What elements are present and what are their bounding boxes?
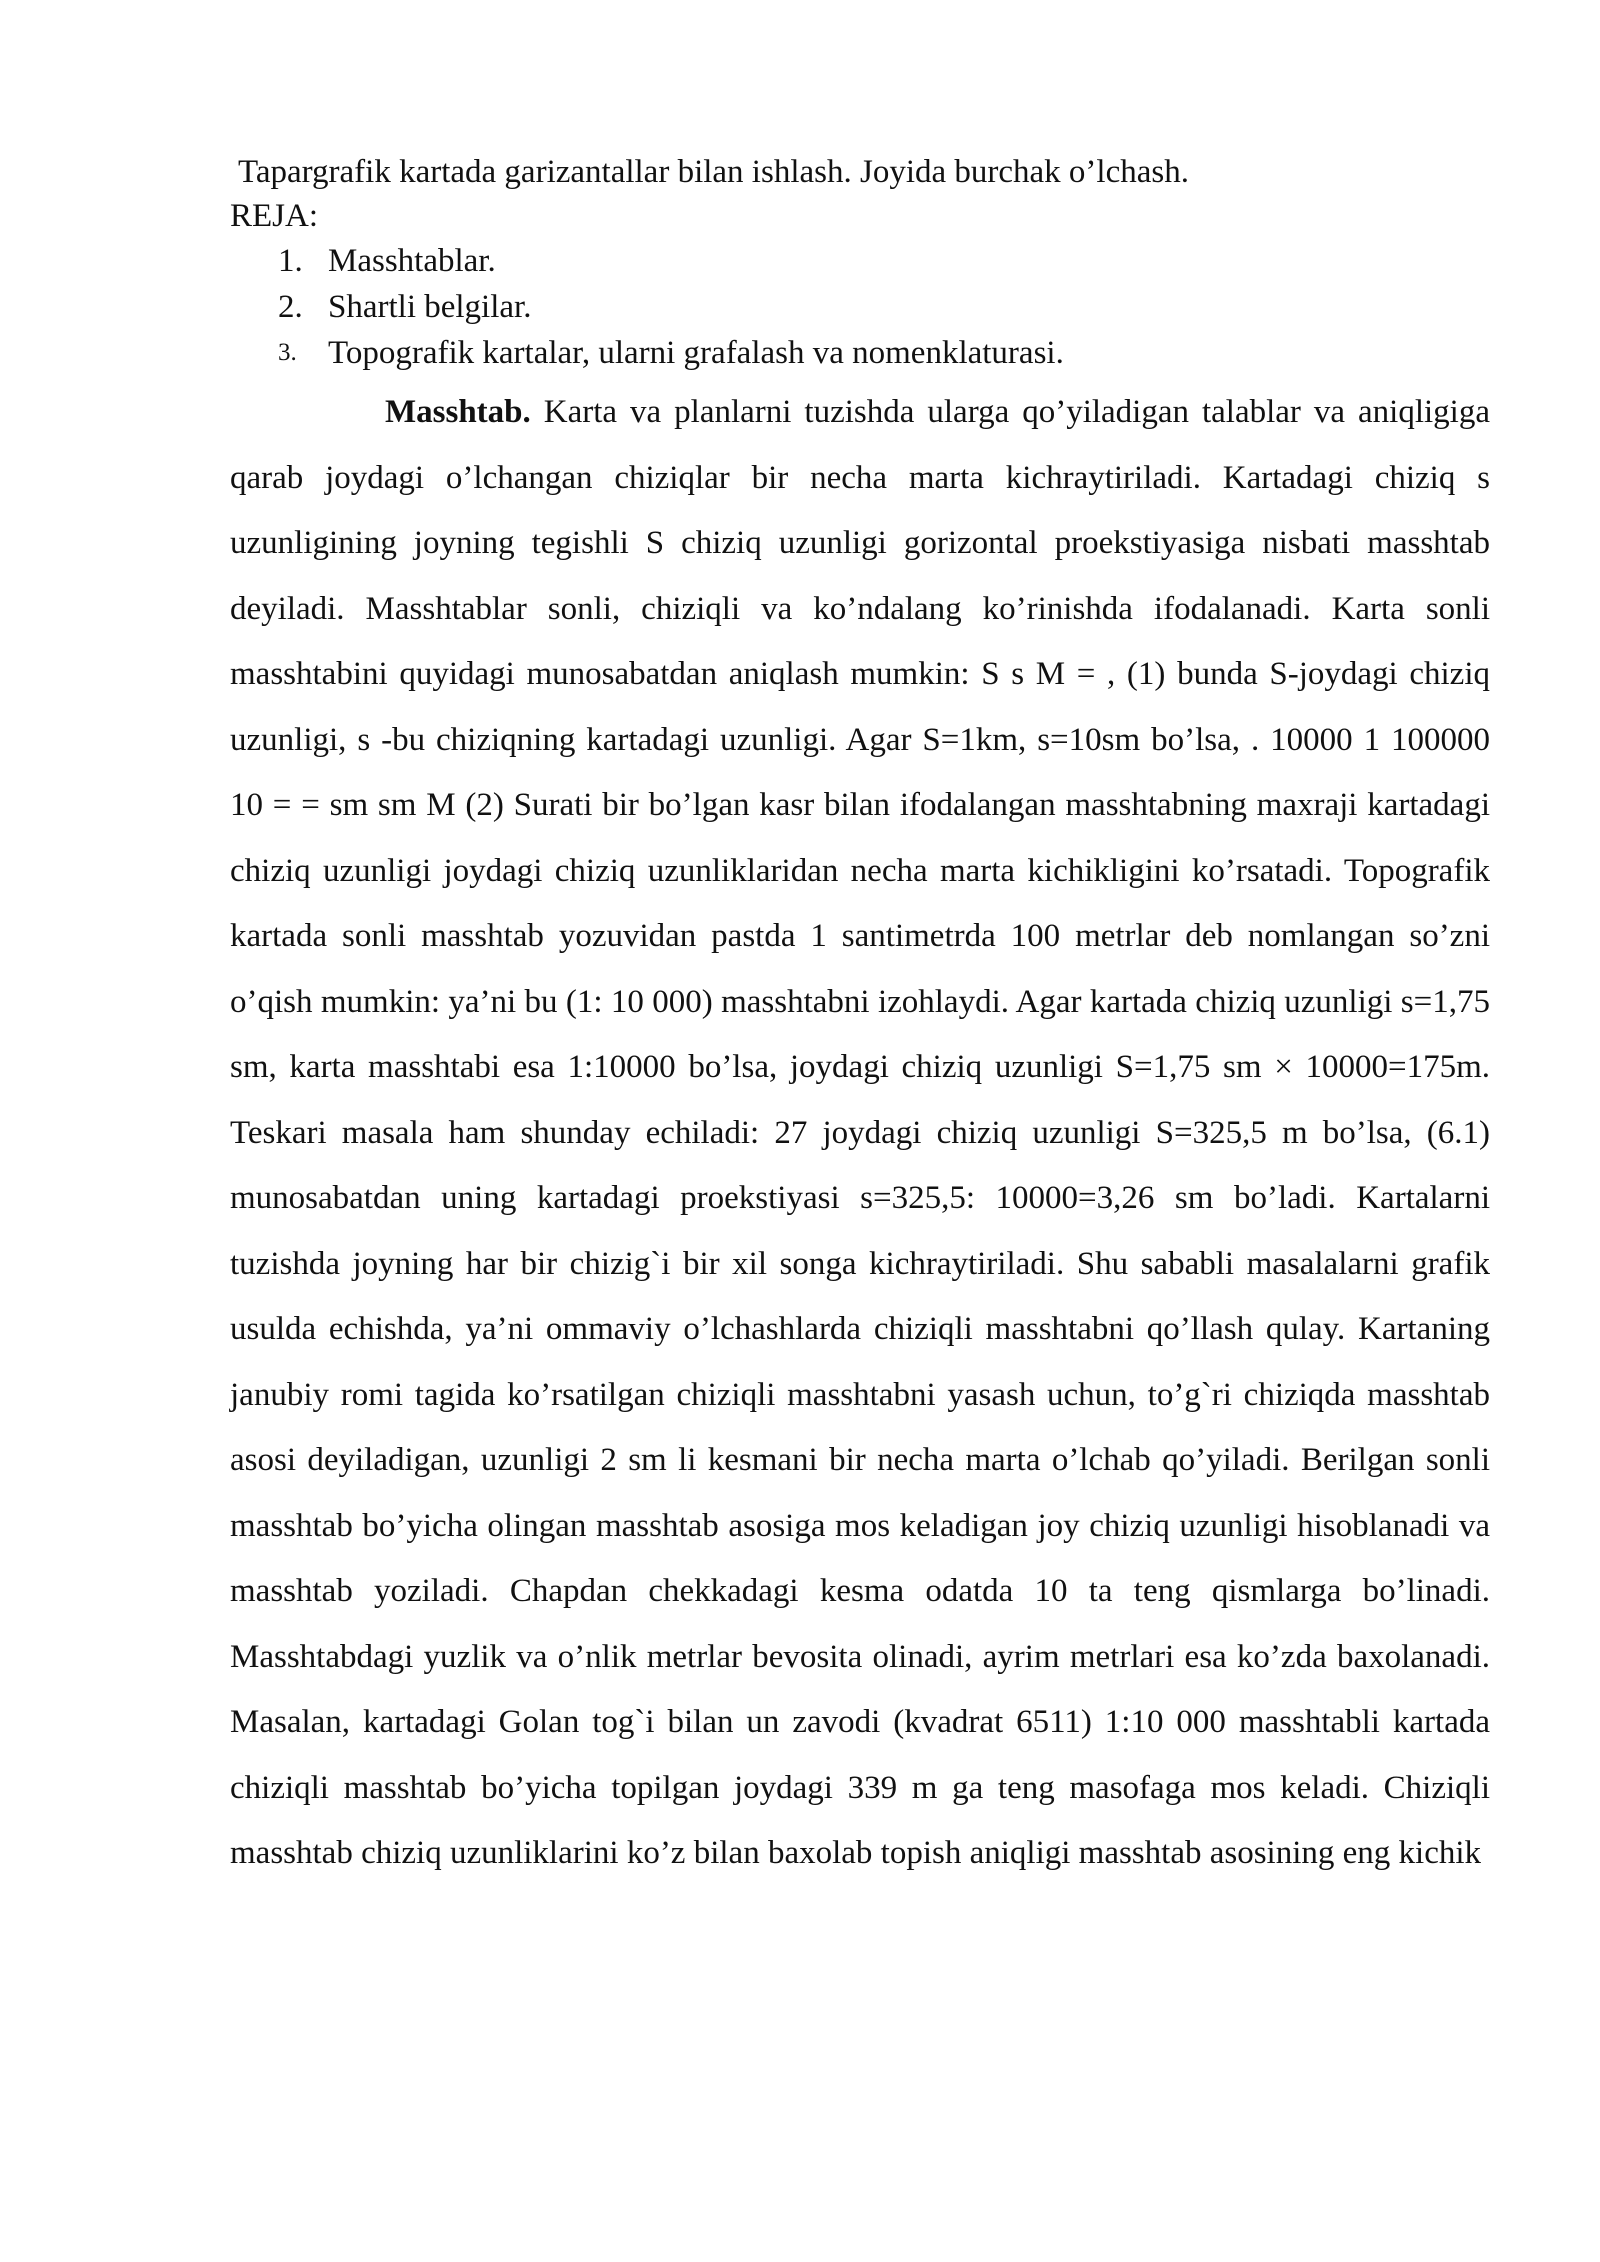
plan-item-text: Shartli belgilar. <box>328 289 532 325</box>
plan-item <box>230 238 1490 284</box>
document-page <box>230 150 1490 1887</box>
plan-item-text: Topografik kartalar, ularni grafalash va nomenklaturasi. <box>328 335 1064 371</box>
plan-item <box>230 330 1490 376</box>
plan-item-text: Masshtablar. <box>328 243 496 279</box>
document-title: Tapargrafik kartada garizantallar bilan ishlash. Joyida burchak o’lchash. <box>238 154 1189 190</box>
plan-item-number: 2. <box>278 289 303 325</box>
section-paragraph <box>230 380 1490 1887</box>
plan-item-number: 1. <box>278 243 303 279</box>
section-body: Karta va planlarni tuzishda ularga qo’yiladigan talablar va aniqligiga qarab joydagi o’lchangan chiziqlar bir necha marta kichraytiriladi. Kartadagi chiziq s uzunligining joyning tegishli S chiziq uzunligi gorizontal proekstiyasiga nisbati masshtab deyiladi. Masshtablar sonli, chiziqli va ko’ndalang ko’rinishda ifodalanadi. Karta sonli masshtabini quyidagi munosabatdan aniqlash mumkin: S s M = , (1) bunda S-joydagi chiziq uzunligi, s -bu chiziqning kartadagi uzunligi. Agar S=1km, s=10sm bo’lsa, . 10000 1 100000 10 = = sm sm M (2) Surati bir bo’lgan kasr bilan ifodalangan masshtabning maxraji kartadagi chiziq uzunligi joydagi chiziq uzunliklaridan necha marta kichikligini ko’rsatadi. Topografik kartada sonli masshtab yozuvidan pastda 1 santimetrda 100 metrlar deb nomlangan so’zni o’qish mumkin: ya’ni bu (1: 10 000) masshtabni izohlaydi. Agar kartada chiziq uzunligi s=1,75 sm, karta masshtabi esa 1:10000 bo’lsa, joydagi chiziq uzunligi S=1,75 sm × 10000=175m. Teskari masala ham shunday echiladi: 27 joydagi chiziq uzunligi S=325,5 m bo’lsa, (6.1) munosabatdan uning kartadagi proekstiyasi s=325,5: 10000=3,26 sm bo’ladi. Kartalarni tuzishda joyning har bir chizig`i bir xil songa kichraytiriladi. Shu sababli masalalarni grafik usulda echishda, ya’ni ommaviy o’lchashlarda chiziqli masshtabni qo’llash qulay. Kartaning janubiy romi tagida ko’rsatilgan chiziqli masshtabni yasash uchun, to’g`ri chiziqda masshtab asosi deyiladigan, uzunligi 2 sm li kesmani bir necha marta o’lchab qo’yiladi. Berilgan sonli masshtab bo’yicha olingan masshtab asosiga mos keladigan joy chiziq uzunligi hisoblanadi va masshtab yoziladi. Chapdan chekkadagi kesma odatda 10 ta teng qismlarga bo’linadi. Masshtabdagi yuzlik va o’nlik metrlar bevosita olinadi, ayrim metrlari esa ko’zda baxolanadi. Masalan, kartadagi Golan tog`i bilan un zavodi (kvadrat 6511) 1:10 000 masshtabli kartada chiziqli masshtab bo’yicha topilgan joydagi 339 m ga teng masofaga mos keladi. Chiziqli masshtab chiziq uzunliklarini ko’z bilan baxolab topish aniqligi masshtab asosining eng kichik <box>230 394 1490 1871</box>
plan-item <box>230 284 1490 330</box>
plan-item-number: 3. <box>278 339 297 366</box>
section-term: Masshtab. <box>385 394 531 430</box>
plan-list <box>230 238 1490 376</box>
plan-heading: REJA: <box>230 198 319 234</box>
